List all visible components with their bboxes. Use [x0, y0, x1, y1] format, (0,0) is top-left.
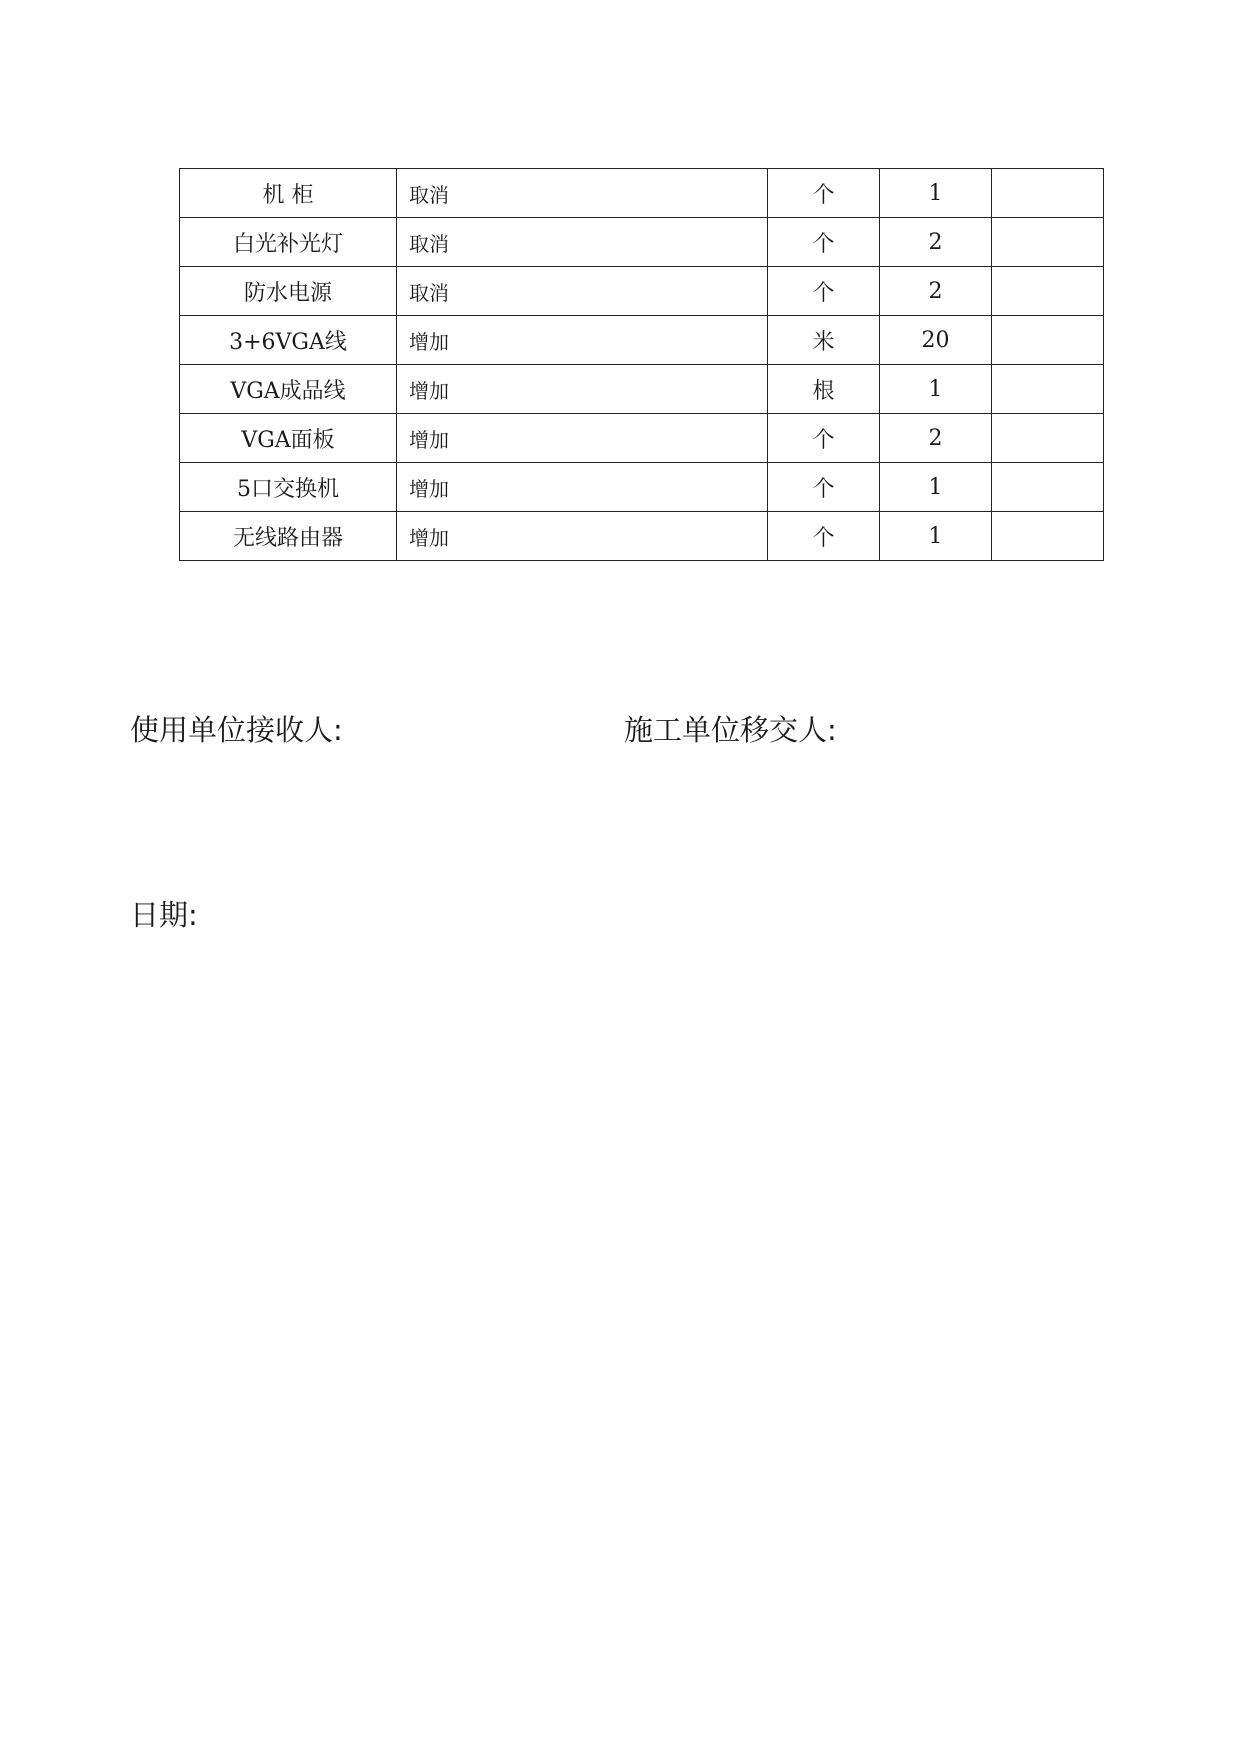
handover-signature-label: 施工单位移交人:	[624, 713, 837, 747]
change-type-cell: 增加	[397, 463, 768, 512]
table-row	[180, 512, 1104, 561]
unit-cell: 个	[768, 267, 880, 316]
quantity-cell: 20	[880, 316, 992, 365]
unit-cell: 个	[768, 169, 880, 218]
item-name-cell: 无线路由器	[180, 512, 397, 561]
quantity-cell: 1	[880, 512, 992, 561]
quantity-cell: 2	[880, 414, 992, 463]
materials-table	[179, 168, 1104, 561]
quantity-cell: 2	[880, 267, 992, 316]
table-row	[180, 218, 1104, 267]
change-type-cell: 取消	[397, 267, 768, 316]
item-name-cell: 3+6VGA线	[180, 316, 397, 365]
item-name-cell: VGA成品线	[180, 365, 397, 414]
item-name-cell: 白光补光灯	[180, 218, 397, 267]
unit-cell: 个	[768, 463, 880, 512]
note-cell	[992, 218, 1104, 267]
table-row	[180, 267, 1104, 316]
note-cell	[992, 316, 1104, 365]
unit-cell: 个	[768, 512, 880, 561]
note-cell	[992, 512, 1104, 561]
change-type-cell: 增加	[397, 414, 768, 463]
quantity-cell: 2	[880, 218, 992, 267]
change-type-cell: 增加	[397, 316, 768, 365]
note-cell	[992, 414, 1104, 463]
date-label: 日期:	[130, 898, 198, 932]
change-type-cell: 取消	[397, 169, 768, 218]
note-cell	[992, 463, 1104, 512]
unit-cell: 米	[768, 316, 880, 365]
change-type-cell: 取消	[397, 218, 768, 267]
change-type-cell: 增加	[397, 365, 768, 414]
quantity-cell: 1	[880, 365, 992, 414]
note-cell	[992, 365, 1104, 414]
table-row	[180, 316, 1104, 365]
quantity-cell: 1	[880, 169, 992, 218]
unit-cell: 个	[768, 414, 880, 463]
change-type-cell: 增加	[397, 512, 768, 561]
item-name-cell: 5口交换机	[180, 463, 397, 512]
table-row	[180, 414, 1104, 463]
note-cell	[992, 267, 1104, 316]
table-row	[180, 365, 1104, 414]
note-cell	[992, 169, 1104, 218]
materials-table-body	[180, 169, 1104, 561]
receiver-signature-label: 使用单位接收人:	[130, 713, 343, 747]
item-name-cell: VGA面板	[180, 414, 397, 463]
table-row	[180, 463, 1104, 512]
unit-cell: 根	[768, 365, 880, 414]
item-name-cell: 防水电源	[180, 267, 397, 316]
unit-cell: 个	[768, 218, 880, 267]
quantity-cell: 1	[880, 463, 992, 512]
item-name-cell: 机 柜	[180, 169, 397, 218]
table-row	[180, 169, 1104, 218]
